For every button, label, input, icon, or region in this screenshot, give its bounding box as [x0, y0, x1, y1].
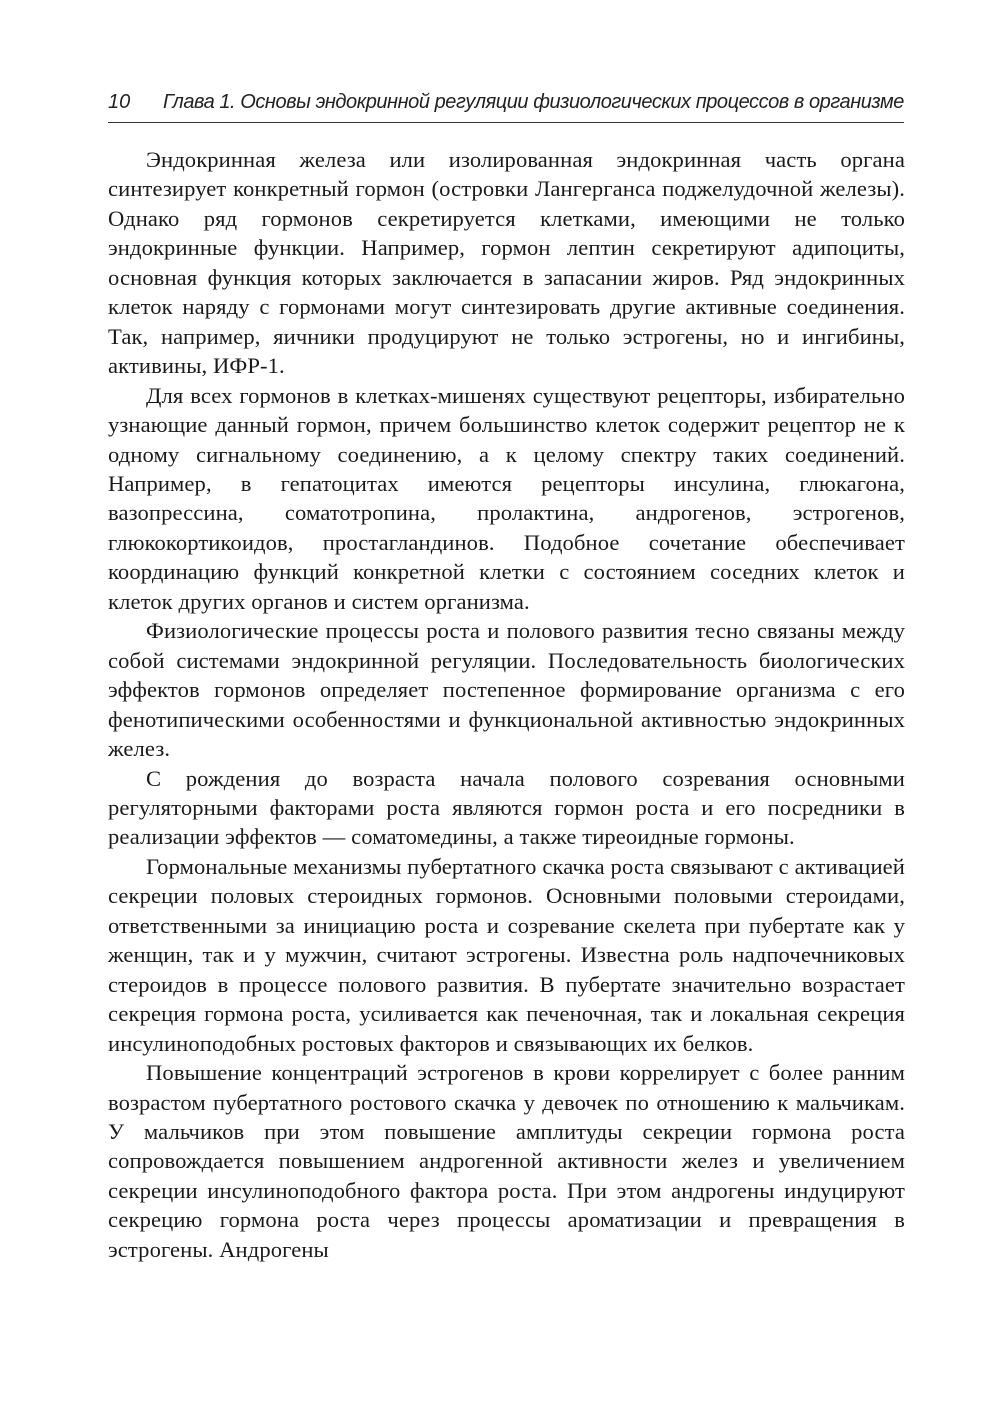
paragraph-estrogen-concentration: Повышение концентраций эстрогенов в крови коррелирует с более ранним возрастом пубертатного ростового скачка у девочек по отношению к мальчикам. У мальчиков при этом повышение амплитуды секреции гормона роста сопровождается повышением андрогенной активности желез и увеличением секреции инсулиноподобного фактора роста. При этом андрогены индуцируют секрецию гормона роста через процессы ароматизации и превращения в эстрогены. Андрогены [108, 1060, 905, 1262]
body-text [108, 145, 905, 1264]
paragraph-receptors: Для всех гормонов в клетках-мишенях существуют рецепторы, избирательно узнающие данный гормон, причем большинство клеток содержит рецептор не к одному сигнальному соединению, а к целому спектру таких соединений. Например, в гепатоцитах имеются рецепторы инсулина, глюкагона, вазопрессина, соматотропина, пролактина, андрогенов, эстрогенов, глюкокортикоидов, простагландинов. Подобное сочетание обеспечивает координацию функций конкретной клетки с состоянием соседних клеток и клеток других органов и систем организма. [108, 382, 905, 614]
chapter-title: Глава 1. Основы эндокринной регуляции физиологических процессов в организме [162, 91, 904, 113]
header-divider [108, 122, 904, 123]
paragraph-endocrine-glands: Эндокринная железа или изолированная эндокринная часть органа синтезирует конкретный гормон (островки Лангерганса поджелудочной железы). Однако ряд гормонов секретируется клетками, имеющими не только эндокринные функции. Например, гормон лептин секретируют адипоциты, основная функция которых заключается в запасании жиров. Ряд эндокринных клеток наряду с гормонами могут синтезировать другие активные соединения. Так, например, яичники продуцируют не только эстрогены, но и ингибины, активины, ИФР-1. [108, 147, 905, 379]
paragraph-growth-factors: С рождения до возраста начала полового созревания основными регуляторными факторами роста являются гормон роста и его посредники в реализации эффектов — соматомедины, а также тиреоидные гормоны. [108, 765, 905, 850]
paragraph-growth-development: Физиологические процессы роста и полового развития тесно связаны между собой системами эндокринной регуляции. Последовательность биологических эффектов гормонов определяет постепенное формирование организма с его фенотипическими особенностями и функциональной активностью эндокринных желез. [108, 618, 905, 762]
page-number: 10 [108, 91, 131, 113]
paragraph-pubertal-growth: Гормональные механизмы пубертатного скачка роста связывают с активацией секреции половых стероидных гормонов. Основными половыми стероидами, ответственными за инициацию роста и созревание скелета при пубертате как у женщин, так и у мужчин, считают эстрогены. Известна роль надпочечниковых стероидов в процессе полового развития. В пубертате значительно возрастает секреция гормона роста, усиливается как печеночная, так и локальная секреция инсулиноподобных ростовых факторов и связывающих их белков. [108, 853, 905, 1056]
running-head [108, 88, 904, 120]
